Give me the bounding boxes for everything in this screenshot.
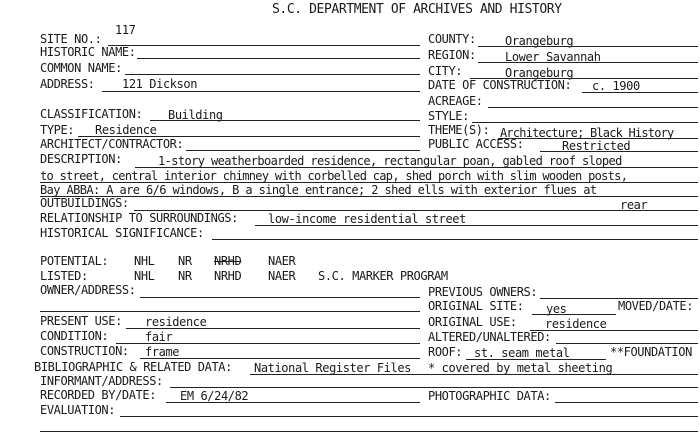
- historical-significance-line: [212, 239, 698, 240]
- classification-label: CLASSIFICATION:: [40, 107, 143, 121]
- evaluation-line-2: [40, 431, 698, 432]
- bibliographic-note: * covered by metal sheeting: [428, 361, 613, 375]
- address-label: ADDRESS:: [40, 77, 95, 91]
- moved-date-label: MOVED/DATE:: [618, 299, 694, 313]
- architect-label: ARCHITECT/CONTRACTOR:: [40, 137, 184, 151]
- original-site-label: ORIGINAL SITE:: [428, 299, 524, 313]
- description-rule-1: [135, 167, 698, 168]
- date-of-construction-label: DATE OF CONSTRUCTION:: [428, 78, 572, 92]
- bibliographic-value: National Register Files: [254, 361, 411, 375]
- region-line: [478, 62, 698, 63]
- listed-label: LISTED:: [40, 269, 88, 283]
- foundation-label: **FOUNDATION: [610, 345, 692, 359]
- recorded-by-value: EM 6/24/82: [180, 389, 249, 403]
- condition-label: CONDITION:: [40, 329, 109, 343]
- potential-label: POTENTIAL:: [40, 254, 109, 268]
- roof-line: [466, 359, 606, 360]
- address-value: 121 Dickson: [122, 77, 198, 91]
- architect-line: [186, 150, 420, 151]
- date-of-construction-value: c. 1900: [592, 79, 640, 93]
- roof-label: ROOF:: [428, 345, 463, 359]
- evaluation-label: EVALUATION:: [40, 403, 116, 417]
- acreage-line: [488, 107, 698, 108]
- listed-nhl: NHL: [134, 269, 155, 283]
- previous-owners-label: PREVIOUS OWNERS:: [428, 285, 538, 299]
- site-no-value: 117: [115, 23, 136, 37]
- listed-nrhd: NRHD: [214, 269, 242, 283]
- recorded-by-line: [166, 402, 420, 403]
- photographic-data-label: PHOTOGRAPHIC DATA:: [428, 389, 551, 403]
- bibliographic-label: BIBLIOGRAPHIC & RELATED DATA:: [34, 360, 232, 374]
- style-label: STYLE:: [428, 109, 469, 123]
- city-label: CITY:: [428, 64, 463, 78]
- original-use-label: ORIGINAL USE:: [428, 315, 517, 329]
- region-value: Lower Savannah: [505, 50, 601, 64]
- original-site-line: [532, 314, 616, 315]
- type-value: Residence: [95, 123, 157, 137]
- original-use-value: residence: [545, 317, 607, 331]
- construction-label: CONSTRUCTION:: [40, 344, 129, 358]
- common-name-line: [125, 74, 420, 75]
- historical-significance-label: HISTORICAL SIGNIFICANCE:: [40, 226, 204, 240]
- classification-value: Building: [168, 108, 223, 122]
- listed-nr: NR: [178, 269, 192, 283]
- description-line-3: Bay ABBA: A are 6/6 windows, B a single entrance; 2 shed ells with exterior flues at: [40, 183, 597, 197]
- themes-value: Architecture; Black History: [500, 126, 674, 140]
- roof-value: st. seam metal: [474, 346, 570, 360]
- construction-value: frame: [145, 345, 180, 359]
- city-value: Orangeburg: [505, 66, 574, 80]
- informant-line: [170, 387, 698, 388]
- description-line-4: rear: [620, 198, 648, 212]
- potential-naer: NAER: [268, 254, 296, 268]
- original-use-line: [530, 330, 698, 331]
- common-name-label: COMMON NAME:: [40, 61, 122, 75]
- form-header: S.C. DEPARTMENT OF ARCHIVES AND HISTORY: [272, 2, 562, 17]
- outbuildings-label: OUTBUILDINGS:: [40, 196, 129, 210]
- address-line: [102, 91, 420, 92]
- potential-nhl: NHL: [134, 254, 155, 268]
- style-line: [472, 122, 698, 123]
- historic-name-label: HISTORIC NAME:: [40, 45, 136, 59]
- original-site-value: yes: [546, 302, 567, 316]
- description-label: DESCRIPTION:: [40, 152, 122, 166]
- construction-line: [140, 358, 420, 359]
- owner-address-label: OWNER/ADDRESS:: [40, 283, 136, 297]
- description-line-1: 1-story weatherboarded residence, rectangular poan, gabled roof sloped: [158, 154, 622, 168]
- potential-nrhd: NRHD: [214, 254, 242, 268]
- recorded-by-label: RECORDED BY/DATE:: [40, 388, 157, 402]
- historic-name-line: [137, 58, 420, 59]
- site-no-line: [108, 45, 420, 46]
- present-use-label: PRESENT USE:: [40, 314, 122, 328]
- relationship-value: low-income residential street: [268, 212, 466, 226]
- altered-line: [556, 343, 698, 344]
- condition-line: [116, 343, 420, 344]
- county-label: COUNTY:: [428, 32, 476, 46]
- classification-line: [150, 120, 420, 121]
- type-label: TYPE:: [40, 123, 75, 137]
- themes-label: THEME(S):: [428, 123, 490, 137]
- region-label: REGION:: [428, 48, 476, 62]
- informant-label: INFORMANT/ADDRESS:: [40, 374, 163, 388]
- public-access-line: [540, 151, 698, 152]
- county-line: [478, 46, 698, 47]
- public-access-label: PUBLIC ACCESS:: [428, 137, 524, 151]
- relationship-line: [255, 225, 698, 226]
- site-no-label: SITE NO.:: [40, 32, 102, 46]
- bibliographic-line: [250, 374, 698, 375]
- description-rule-3: [40, 196, 698, 197]
- present-use-line: [126, 328, 420, 329]
- date-of-construction-line: [582, 92, 698, 93]
- present-use-value: residence: [145, 315, 207, 329]
- condition-value: fair: [145, 330, 173, 344]
- public-access-value: Restricted: [562, 139, 631, 153]
- potential-nr: NR: [178, 254, 192, 268]
- altered-label: ALTERED/UNALTERED:: [428, 330, 551, 344]
- evaluation-line: [120, 416, 698, 417]
- county-value: Orangeburg: [505, 34, 574, 48]
- owner-address-line: [140, 297, 420, 298]
- photographic-data-line: [555, 402, 698, 403]
- listed-naer: NAER: [268, 269, 296, 283]
- acreage-label: ACREAGE:: [428, 94, 483, 108]
- marker-program: S.C. MARKER PROGRAM: [318, 269, 448, 283]
- description-line-2: to street, central interior chimney with corbelled cap, shed porch with slim wooden posts,: [40, 169, 628, 183]
- relationship-label: RELATIONSHIP TO SURROUNDINGS:: [40, 211, 238, 225]
- owner-address-line-2: [40, 311, 420, 312]
